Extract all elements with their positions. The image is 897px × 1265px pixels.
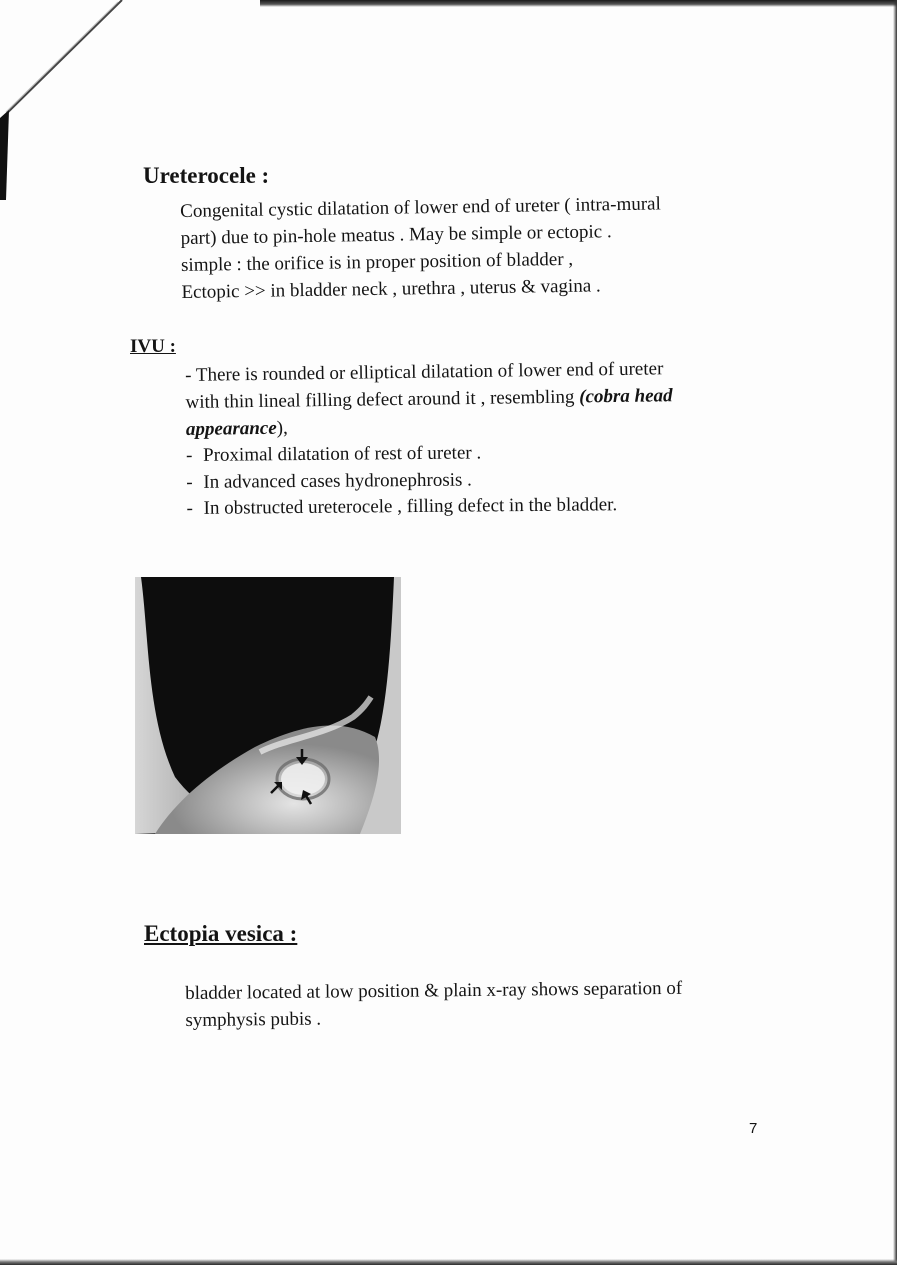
ivu-line-text: ), [276,417,288,439]
bullet-dash: - [186,471,193,493]
ivu-bullet-list [186,439,617,522]
scan-shadow-right [893,0,897,1265]
bullet-text: Proximal dilatation of rest of ureter . [203,442,482,466]
ectopia-line: symphysis pubis . [185,1008,322,1031]
ureterocele-line: Congenital cystic dilatation of lower end of ureter ( intra-mural [180,193,661,222]
bullet-dash: - [186,497,193,519]
ectopia-vesica-heading: Ectopia vesica : [144,921,298,946]
bullet-dash: - [186,444,193,466]
ureterocele-line: Ectopic >> in bladder neck , urethra , uterus & vagina . [181,275,601,303]
ivu-line [186,409,673,443]
ureterocele-heading: Ureterocele : [143,163,270,188]
ivu-emphasis: appearance [185,417,277,440]
ivu-heading: IVU : [130,336,176,357]
ivu-paragraph [185,355,673,443]
ureterocele-paragraph [180,190,662,306]
ivu-emphasis: (cobra head [579,385,673,408]
ectopia-vesica-paragraph [185,975,683,1034]
ivu-xray-image [135,577,401,834]
ectopia-line: bladder located at low position & plain x-ray shows separation of [185,977,683,1004]
ureterocele-line: simple : the orifice is in proper position of bladder , [180,248,574,276]
ivu-bullet-item [186,492,617,522]
ivu-line: - There is rounded or elliptical dilatation of lower end of ureter [185,358,664,386]
bullet-text: In advanced cases hydronephrosis . [203,469,472,493]
bullet-text: In obstructed ureterocele , filling defect in the bladder. [203,494,618,519]
scan-shadow-top [260,0,897,7]
ivu-line-text: with thin lineal filling defect around it , resembling [185,386,580,413]
ivu-bullet-item [186,466,617,496]
ureterocele-line: part) due to pin-hole meatus . May be simple or ectopic . [180,221,612,249]
page-number: 7 [749,1120,758,1137]
ivu-bullet-item [186,439,617,469]
scan-corner-fold [0,0,130,200]
scan-shadow-bottom [0,1259,897,1265]
